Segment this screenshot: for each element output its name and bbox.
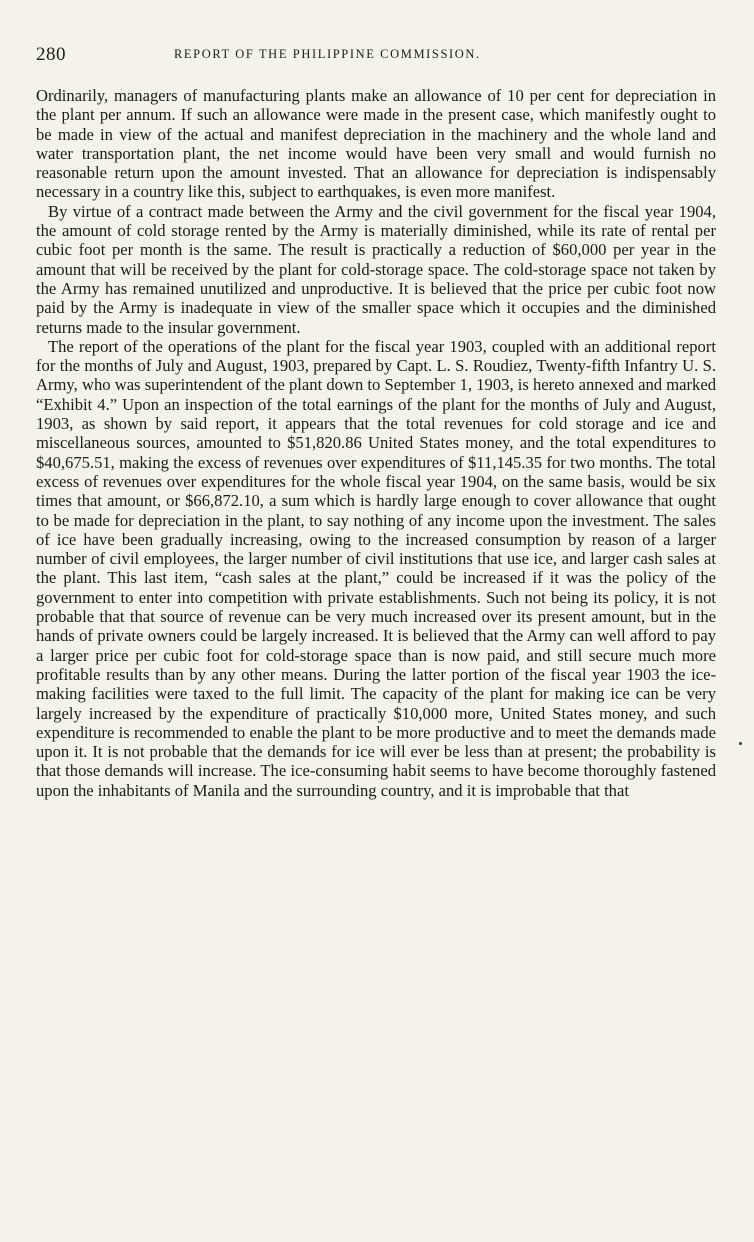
paragraph-army-contract: By virtue of a contract made between the Army and the civil government for the fiscal year 1904, the amount of cold storage rented by the Army is materially diminished, while its rate of rental per cubic foot per month is the same. The result is practically a reduction of $60,000 per year in the amount that will be received by the plant for cold-storage space. The cold-storage space not taken by the Army has remained unutilized and unproductive. It is believed that the price per cubic foot now paid by the Army is inadequate in view of the smaller space which it occupies and the diminished returns made to the insular government. bbox=[36, 201, 716, 337]
paragraph-depreciation: Ordinarily, managers of manufacturing plants make an allowance of 10 per cent for depreciation in the plant per annum. If such an allowance were made in the present case, which manifestly ought to be made in view of the actual and manifest depreciation in the machinery and the whole land and water transportation plant, the net income would have been very small and would furnish no reasonable return upon the amount invested. That an allowance for depreciation is indispensably necessary in a country like this, subject to earthquakes, is even more manifest. bbox=[36, 86, 716, 202]
running-title: REPORT OF THE PHILIPPINE COMMISSION. bbox=[174, 47, 481, 61]
page-number: 280 bbox=[36, 44, 66, 65]
page-header bbox=[36, 44, 716, 68]
print-speck bbox=[739, 742, 742, 745]
paragraph-operations-report: The report of the operations of the plant for the fiscal year 1903, coupled with an additional report for the months of July and August, 1903, prepared by Capt. L. S. Roudiez, Twenty-fifth Infantry U. S. Army, who was superintendent of the plant down to September 1, 1903, is hereto annexed and marked “Exhibit 4.” Upon an inspection of the total earnings of the plant for the months of July and August, 1903, as shown by said report, it appears that the total revenues for cold storage and ice and miscellaneous sources, amounted to $51,820.86 United States money, and the total expenditures to $40,675.51, making the excess of revenues over expenditures of $11,145.35 for two months. The total excess of revenues over expenditures for the whole fiscal year 1904, on the same basis, would be six times that amount, or $66,872.10, a sum which is hardly large enough to cover allowance that ought to be made for depreciation in the plant, to say nothing of any income upon the investment. The sales of ice have been gradually increasing, owing to the increased consumption by reason of a larger number of civil employees, the larger number of civil institutions that use ice, and larger cash sales at the plant. This last item, “cash sales at the plant,” could be increased if it was the policy of the government to enter into competition with private establishments. Such not being its policy, it is not probable that that source of revenue can be very much increased over its present amount, but in the hands of private owners could be largely increased. It is believed that the Army can well afford to pay a larger price per cubic foot for cold-storage space than is now paid, and still secure much more profitable results than by any other means. During the latter portion of the fiscal year 1903 the ice-making facilities were taxed to the full limit. The capacity of the plant for making ice can be very largely increased by the expenditure of practically $10,000 more, United States money, and such expenditure is recommended to enable the plant to be more productive and to meet the demands made upon it. It is not probable that the demands for ice will ever be less than at present; the probability is that those demands will increase. The ice-consuming habit seems to have become thoroughly fastened upon the inhabitants of Manila and the surrounding country, and it is improbable that that bbox=[36, 336, 716, 800]
body-text bbox=[36, 86, 716, 800]
